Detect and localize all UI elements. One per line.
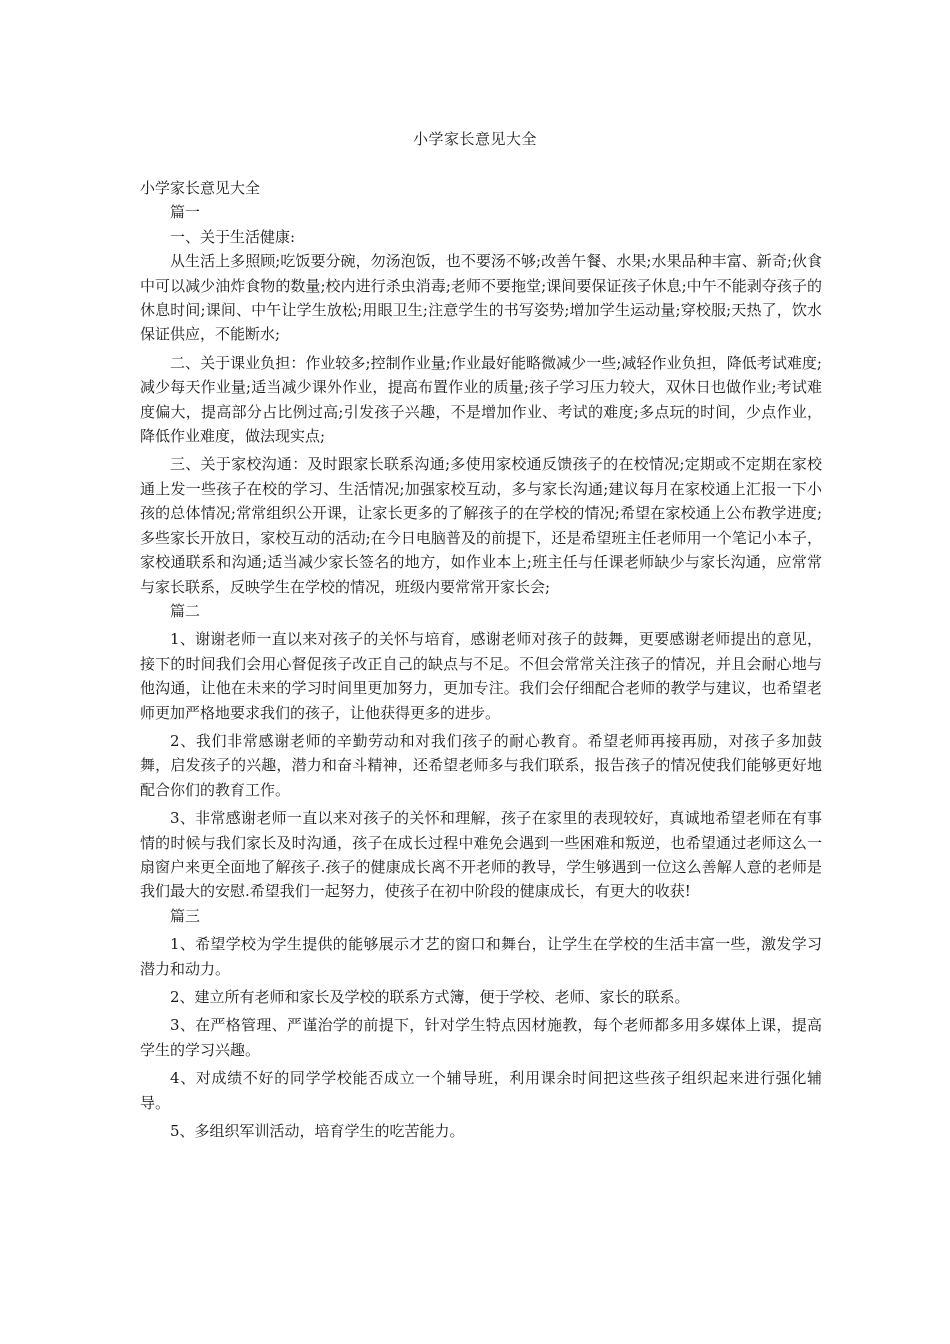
part2-item2: 2、我们非常感谢老师的辛勤劳动和对我们孩子的耐心教育。希望老师再接再励，对孩子多加鼓舞，启发孩子的兴趣，潜力和奋斗精神，还希望老师多与我们联系，报告孩子的情况使我们能够更好地配合你们的教育工作。 (140, 731, 822, 799)
document-subtitle: 小学家长意见大全 (140, 179, 261, 197)
part1-item1-body: 从生活上多照顾;吃饭要分碗，勿汤泡饭，也不要汤不够;改善午餐、水果;水果品种丰富、新奇;伙食中可以减少油炸食物的数量;校内进行杀虫消毒;老师不要拖堂;课间要保证孩子休息;中午不能剥夺孩子的休息时间;课间、中午让学生放松;用眼卫生;注意学生的书写姿势;增加学生运动量;穿校服;天热了，饮水保证供应，不能断水; (140, 252, 822, 344)
section-heading-part1: 篇一 (170, 203, 201, 222)
document-title: 小学家长意见大全 (412, 130, 537, 148)
section-heading-part3: 篇三 (170, 906, 201, 925)
part3-item5: 5、多组织军训活动，培育学生的吃苦能力。 (170, 1122, 465, 1141)
part1-item1-title: 一、关于生活健康: (170, 227, 296, 246)
part2-item1: 1、谢谢老师一直以来对孩子的关怀与培育，感谢老师对孩子的鼓舞，更要感谢老师提出的意见，接下的时间我们会用心督促孩子改正自己的缺点与不足。不但会常常关注孩子的情况，并且会耐心地与他沟通，让他在未来的学习时间里更加努力，更加专注。我们会仔细配合老师的教学与建议，也希望老师更加严格地要求我们的孩子，让他获得更多的进步。 (140, 630, 822, 722)
part1-item2: 二、关于课业负担：作业较多;控制作业量;作业最好能略微减少一些;减轻作业负担，降低考试难度;减少每天作业量;适当减少课外作业，提高布置作业的质量;孩子学习压力较大，双休日也做作业;考试难度偏大，提高部分占比例过高;引发孩子兴趣，不是增加作业、考试的难度;多点玩的时间，少点作业，降低作业难度，做法现实点; (140, 353, 822, 446)
part2-item3: 3、非常感谢老师一直以来对孩子的关怀和理解，孩子在家里的表现较好，真诚地希望老师在有事情的时候与我们家长及时沟通，孩子在成长过程中难免会遇到一些困难和叛逆，也希望通过老师这么一扇窗户来更全面地了解孩子.孩子的健康成长离不开老师的教导，学生够遇到一位这么善解人意的老师是我们最大的安慰.希望我们一起努力，使孩子在初中阶段的健康成长，有更大的收获! (140, 809, 822, 901)
document-body (140, 176, 822, 1143)
part3-item4: 4、对成绩不好的同学学校能否成立一个辅导班，利用课余时间把这些孩子组织起来进行强化辅导。 (140, 1069, 822, 1112)
part3-item1: 1、希望学校为学生提供的能够展示才艺的窗口和舞台，让学生在学校的生活丰富一些，激发学习潜力和动力。 (140, 935, 822, 978)
part3-item3: 3、在严格管理、严谨治学的前提下，针对学生特点因材施教，每个老师都多用多媒体上课，提高学生的学习兴趣。 (140, 1016, 822, 1059)
section-heading-part2: 篇二 (170, 601, 201, 620)
part1-item3: 三、关于家校沟通：及时跟家长联系沟通;多使用家校通反馈孩子的在校情况;定期或不定期在家校通上发一些孩子在校的学习、生活情况;加强家校互动，多与家长沟通;建议每月在家校通上汇报一下小孩的总体情况;常常组织公开课，让家长更多的了解孩子的在学校的情况;希望在家校通上公布教学进度;多些家长开放日，家校互动的活动;在今日电脑普及的前提下，还是希望班主任老师用一个笔记小本子，家校通联系和沟通;适当减少家长签名的地方，如作业本上;班主任与任课老师缺少与家长沟通，应常常与家长联系，反映学生在学校的情况，班级内要常常开家长会; (140, 455, 822, 596)
part3-item2: 2、建立所有老师和家长及学校的联系方式簿，便于学校、老师、家长的联系。 (170, 988, 690, 1006)
